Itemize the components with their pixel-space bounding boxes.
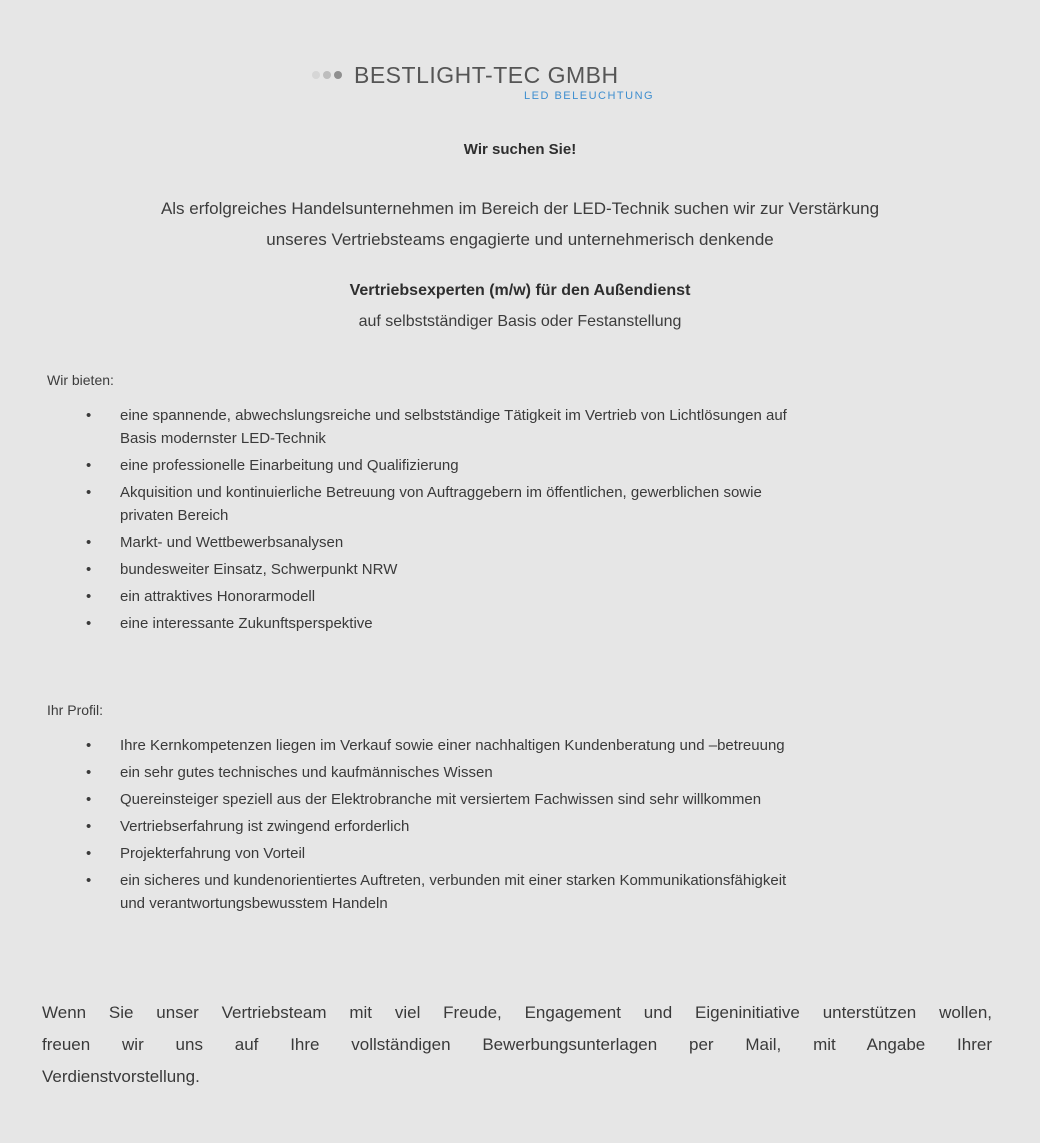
list-item <box>86 734 1006 757</box>
profile-label: Ihr Profil: <box>47 702 104 718</box>
position-title: Vertriebsexperten (m/w) für den Außendienst <box>349 282 691 299</box>
bullet-icon: • <box>86 534 92 551</box>
list-item-line: privaten Bereich <box>120 507 229 524</box>
closing-line-3: Verdienstvorstellung. <box>42 1067 200 1086</box>
intro-text <box>0 193 1040 255</box>
list-item <box>86 585 1006 608</box>
company-logo <box>312 62 732 108</box>
bullet-icon: • <box>86 872 92 889</box>
list-item-line: eine professionelle Einarbeitung und Qualifizierung <box>120 457 459 474</box>
bullet-icon: • <box>86 484 92 501</box>
bullet-icon: • <box>86 615 92 632</box>
bullet-icon: • <box>86 764 92 781</box>
list-item <box>86 788 1006 811</box>
bullet-icon: • <box>86 818 92 835</box>
list-item <box>86 869 1006 915</box>
bullet-icon: • <box>86 845 92 862</box>
offer-label: Wir bieten: <box>47 372 114 388</box>
position-subtitle: auf selbstständiger Basis oder Festanstellung <box>358 313 682 330</box>
list-item-line: ein attraktives Honorarmodell <box>120 588 316 605</box>
list-item <box>86 761 1006 784</box>
closing-line-1: Wenn Sie unser Vertriebsteam mit viel Freude, Engagement und Eigeninitiative unterstützen wollen, <box>42 1003 992 1022</box>
list-item-line: Vertriebserfahrung ist zwingend erforderlich <box>120 818 410 835</box>
offer-list <box>86 404 1006 639</box>
headline: Wir suchen Sie! <box>463 141 577 158</box>
list-item <box>86 481 1006 527</box>
list-item <box>86 815 1006 838</box>
list-item <box>86 842 1006 865</box>
bullet-icon: • <box>86 407 92 424</box>
intro-line-2: unseres Vertriebsteams engagierte und unternehmerisch denkende <box>266 230 774 249</box>
bullet-icon: • <box>86 457 92 474</box>
intro-line-1: Als erfolgreiches Handelsunternehmen im Bereich der LED-Technik suchen wir zur Verstärkung <box>160 199 880 218</box>
list-item <box>86 558 1006 581</box>
list-item-line: ein sicheres und kundenorientiertes Auftreten, verbunden mit einer starken Kommunikationsfähigkeit <box>120 872 787 889</box>
bullet-icon: • <box>86 737 92 754</box>
list-item-line: Basis modernster LED-Technik <box>120 430 326 447</box>
list-item-line: eine interessante Zukunftsperspektive <box>120 615 373 632</box>
list-item-line: Ihre Kernkompetenzen liegen im Verkauf sowie einer nachhaltigen Kundenberatung und –betreuung <box>120 737 785 754</box>
closing-paragraph <box>42 997 992 1093</box>
list-item <box>86 531 1006 554</box>
list-item-line: Akquisition und kontinuierliche Betreuung von Auftraggebern im öffentlichen, gewerblichen sowie <box>120 484 762 501</box>
logo-tagline: LED BELEUCHTUNG <box>524 90 655 102</box>
profile-list <box>86 734 1006 919</box>
list-item <box>86 612 1006 635</box>
list-item-line: und verantwortungsbewusstem Handeln <box>120 895 388 912</box>
list-item <box>86 404 1006 450</box>
logo-company-name: BESTLIGHT-TEC GMBH <box>354 62 619 88</box>
bullet-icon: • <box>86 561 92 578</box>
list-item-line: Projekterfahrung von Vorteil <box>120 845 306 862</box>
bullet-icon: • <box>86 588 92 605</box>
list-item-line: Markt- und Wettbewerbsanalysen <box>120 534 344 551</box>
list-item-line: bundesweiter Einsatz, Schwerpunkt NRW <box>120 561 398 578</box>
logo-dots-icon <box>312 71 342 79</box>
list-item <box>86 454 1006 477</box>
closing-line-2: freuen wir uns auf Ihre vollständigen Bewerbungsunterlagen per Mail, mit Angabe Ihrer <box>42 1035 992 1054</box>
bullet-icon: • <box>86 791 92 808</box>
list-item-line: eine spannende, abwechslungsreiche und selbstständige Tätigkeit im Vertrieb von Lichtlösungen auf <box>120 407 787 424</box>
list-item-line: Quereinsteiger speziell aus der Elektrobranche mit versiertem Fachwissen sind sehr willkommen <box>120 791 762 808</box>
list-item-line: ein sehr gutes technisches und kaufmännisches Wissen <box>120 764 493 781</box>
